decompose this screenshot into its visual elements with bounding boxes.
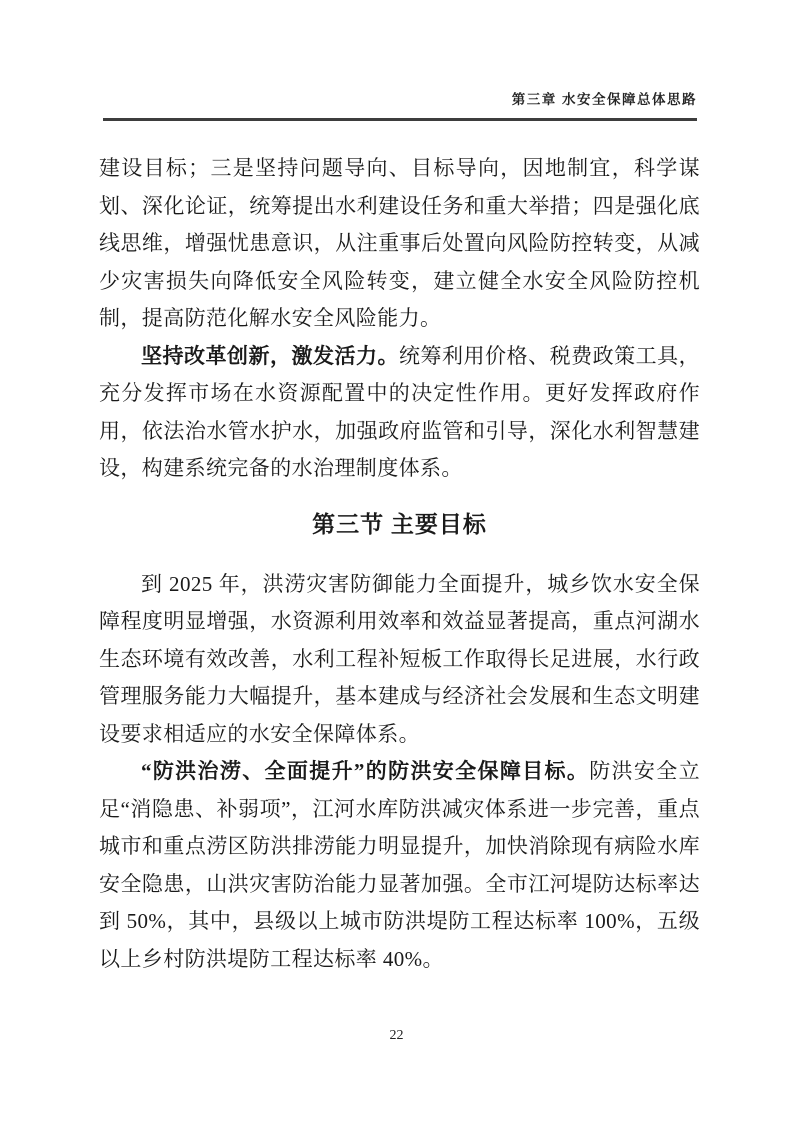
paragraph-flood-text: 防洪安全立足“消隐患、补弱项”，江河水库防洪减灾体系进一步完善，重点城市和重点涝区防洪排涝能力明显提升，加快消除现有病险水库安全隐患，山洪灾害防治能力显著加强。全市江河堤防达标率达到 50%，其中，县级以上城市防洪堤防工程达标率 100%，五级以上乡村防洪堤防工程达标率 40%。 xyxy=(99,759,700,971)
page-number: 22 xyxy=(389,1028,404,1043)
paragraph-2025-goals: 到 2025 年，洪涝灾害防御能力全面提升，城乡饮水安全保障程度明显增强，水资源利用效率和效益显著提高，重点河湖水生态环境有效改善，水利工程补短板工作取得长足进展，水行政管理服务能力大幅提升，基本建成与经济社会发展和生态文明建设要求相适应的水安全保障体系。 xyxy=(99,571,700,746)
paragraph-reform-text: 统筹利用价格、税费政策工具，充分发挥市场在水资源配置中的决定性作用。更好发挥政府作用，依法治水管水护水，加强政府监管和引导，深化水利智慧建设，构建系统完备的水治理制度体系。 xyxy=(99,343,700,480)
paragraph-flood-lead-bold: “防洪治涝、全面提升”的防洪安全保障目标。 xyxy=(141,759,590,783)
paragraph-reform-innovation xyxy=(99,338,700,488)
section-heading-main-goals: 第三节 主要目标 xyxy=(312,511,487,537)
running-header-chapter-title: 第三章 水安全保障总体思路 xyxy=(511,92,697,107)
paragraph-reform-lead-bold: 坚持改革创新，激发活力。 xyxy=(141,343,400,368)
paragraph-flood-control-goal xyxy=(99,753,700,978)
paragraph-continuation: 建设目标；三是坚持问题导向、目标导向，因地制宜，科学谋划、深化论证，统筹提出水利建设任务和重大举措；四是强化底线思维，增强忧患意识，从注重事后处置向风险防控转变，从减少灾害损失向降低安全风险转变，建立健全水安全风险防控机制，提高防范化解水安全风险能力。 xyxy=(99,156,700,330)
page-body xyxy=(99,150,700,978)
header-rule xyxy=(103,118,697,121)
